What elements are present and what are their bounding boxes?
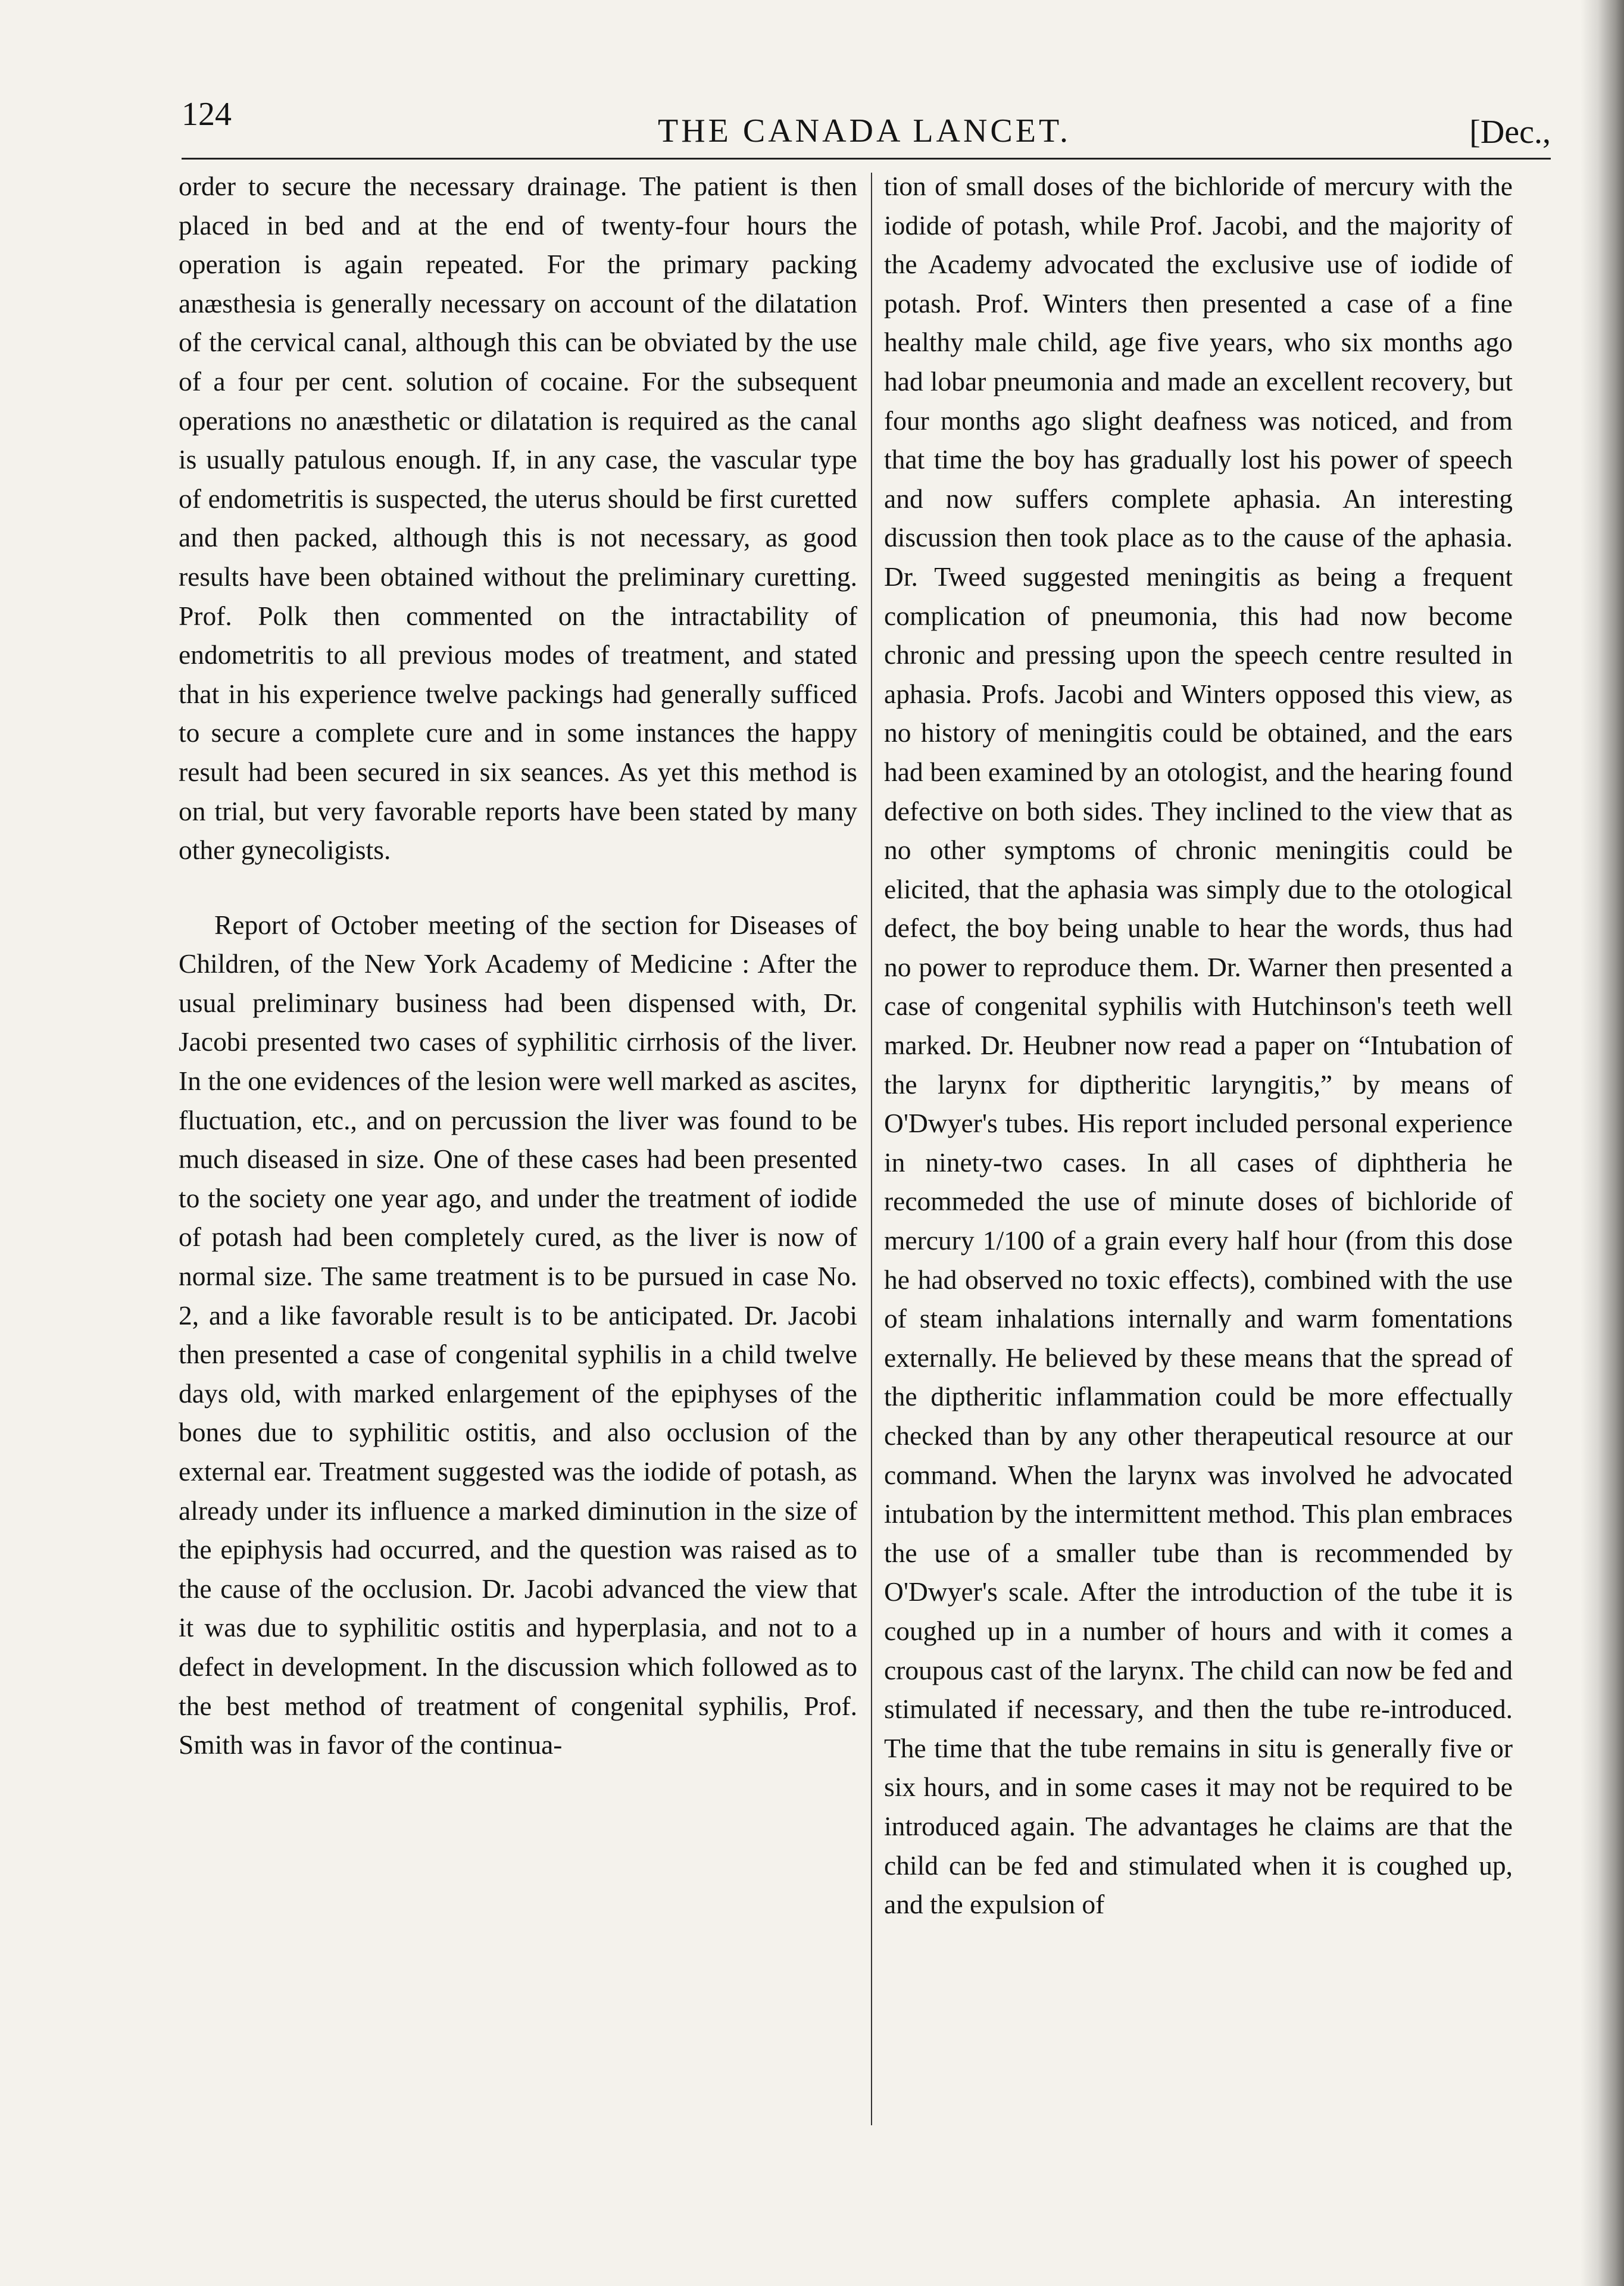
paragraph-october-report: Report of October meeting of the section for Diseases of Children, of the New York Academy of Medicine : After the usual preliminary business had been dispensed with, Dr. Jacobi presented two cases of syphilitic cirrhosis of the liver. In the one evidences of the lesion were well marked as ascites, fluctuation, etc., and on percussion the liver was found to be much diseased in size. One of these cases had been presented to the society one year ago, and under the treatment of iodide of potash had been completely cured, as the liver is now of normal size. The same treatment is to be pursued in case No. 2, and a like favorable result is to be anticipated. Dr. Jacobi then presented a case of congenital syphilis in a child twelve days old, with marked enlargement of the epiphyses of the bones due to syphilitic ostitis, and also occlusion of the external ear. Treatment suggested was the iodide of potash, as already under its influence a marked diminution in the size of the epiphysis had occurred, and the question was raised as to the cause of the occlusion. Dr. Jacobi advanced the view that it was due to syphilitic ostitis and hyperplasia, and not to a defect in development. In the discussion which followed as to the best method of treatment of congenital syphilis, Prof. Smith was in favor of the continua- (179, 909, 857, 1760)
right-column (884, 167, 1513, 1924)
paragraph-continuation: tion of small doses of the bichloride of mercury with the iodide of potash, while Prof. Jacobi, and the majority of the Academy advocated the exclusive use of iodide of potash. Prof. Winters then presented a case of a fine healthy male child, age five years, who six months ago had lobar pneumonia and made an excellent recovery, but four months ago slight deafness was noticed, and from that time the boy has gradually lost his power of speech and now suffers complete aphasia. An interesting discussion then took place as to the cause of the aphasia. Dr. Tweed suggested meningitis as being a frequent complication of pneumonia, this had now become chronic and pressing upon the speech centre resulted in aphasia. Profs. Jacobi and Winters opposed this view, as no history of meningitis could be obtained, and the ears had been examined by an otologist, and the hearing found defective on both sides. They inclined to the view that as no other symptoms of chronic meningitis could be elicited, that the aphasia was simply due to the otological defect, the boy being unable to hear the words, thus had no power to reproduce them. Dr. Warner then presented a case of congenital syphilis with Hutchinson's teeth well marked. Dr. Heubner now read a paper on “Intubation of the larynx for diptheritic laryngitis,” by means of O'Dwyer's tubes. His report included personal experience in ninety-two cases. In all cases of diphtheria he recommeded the use of minute doses of bichloride of mercury 1/100 of a grain every half hour (from this dose he had observed no toxic effects), combined with the use of steam inhalations internally and warm fomentations externally. He believed by these means that the spread of the diptheritic inflammation could be more effectually checked than by any other therapeutical resource at our command. When the larynx was involved he advocated intubation by the intermittent method. This plan embraces the use of a smaller tube than is recommended by O'Dwyer's scale. After the introduction of the tube it is coughed up in a number of hours and with it comes a croupous cast of the larynx. The child can now be fed and stimulated if necessary, and then the tube re-introduced. The time that the tube remains in situ is generally five or six hours, and in some cases it may not be required to be introduced again. The advantages he claims are that the child can be fed and stimulated when it is coughed up, and the expulsion of (884, 171, 1513, 1920)
paragraph-gap (179, 870, 857, 905)
left-column (179, 167, 857, 1765)
issue-month: [Dec., (1469, 114, 1551, 151)
book-spine-shadow (1581, 0, 1624, 2286)
journal-title: THE CANADA LANCET. (658, 113, 1072, 149)
header-rule (182, 158, 1551, 160)
paragraph-drainage: order to secure the necessary drainage. The patient is then placed in bed and at the end of twenty-four hours the operation is again repeated. For the primary packing anæsthesia is generally necessary on account of the dilatation of the cervical canal, although this can be obviated by the use of a four per cent. solution of cocaine. For the subsequent operations no anæsthetic or dilatation is required as the canal is usually patulous enough. If, in any case, the vascular type of endometritis is suspected, the uterus should be first curetted and then packed, although this is not necessary, as good results have been obtained without the preliminary curetting. Prof. Polk then commented on the intractability of endometritis to all previous modes of treatment, and stated that in his experience twelve packings had generally sufficed to secure a complete cure and in some instances the happy result had been secured in six seances. As yet this method is on trial, but very favorable reports have been stated by many other gynecoligists. (179, 171, 857, 866)
running-header (182, 95, 1551, 155)
page-number: 124 (182, 96, 232, 133)
column-divider (871, 173, 872, 2125)
